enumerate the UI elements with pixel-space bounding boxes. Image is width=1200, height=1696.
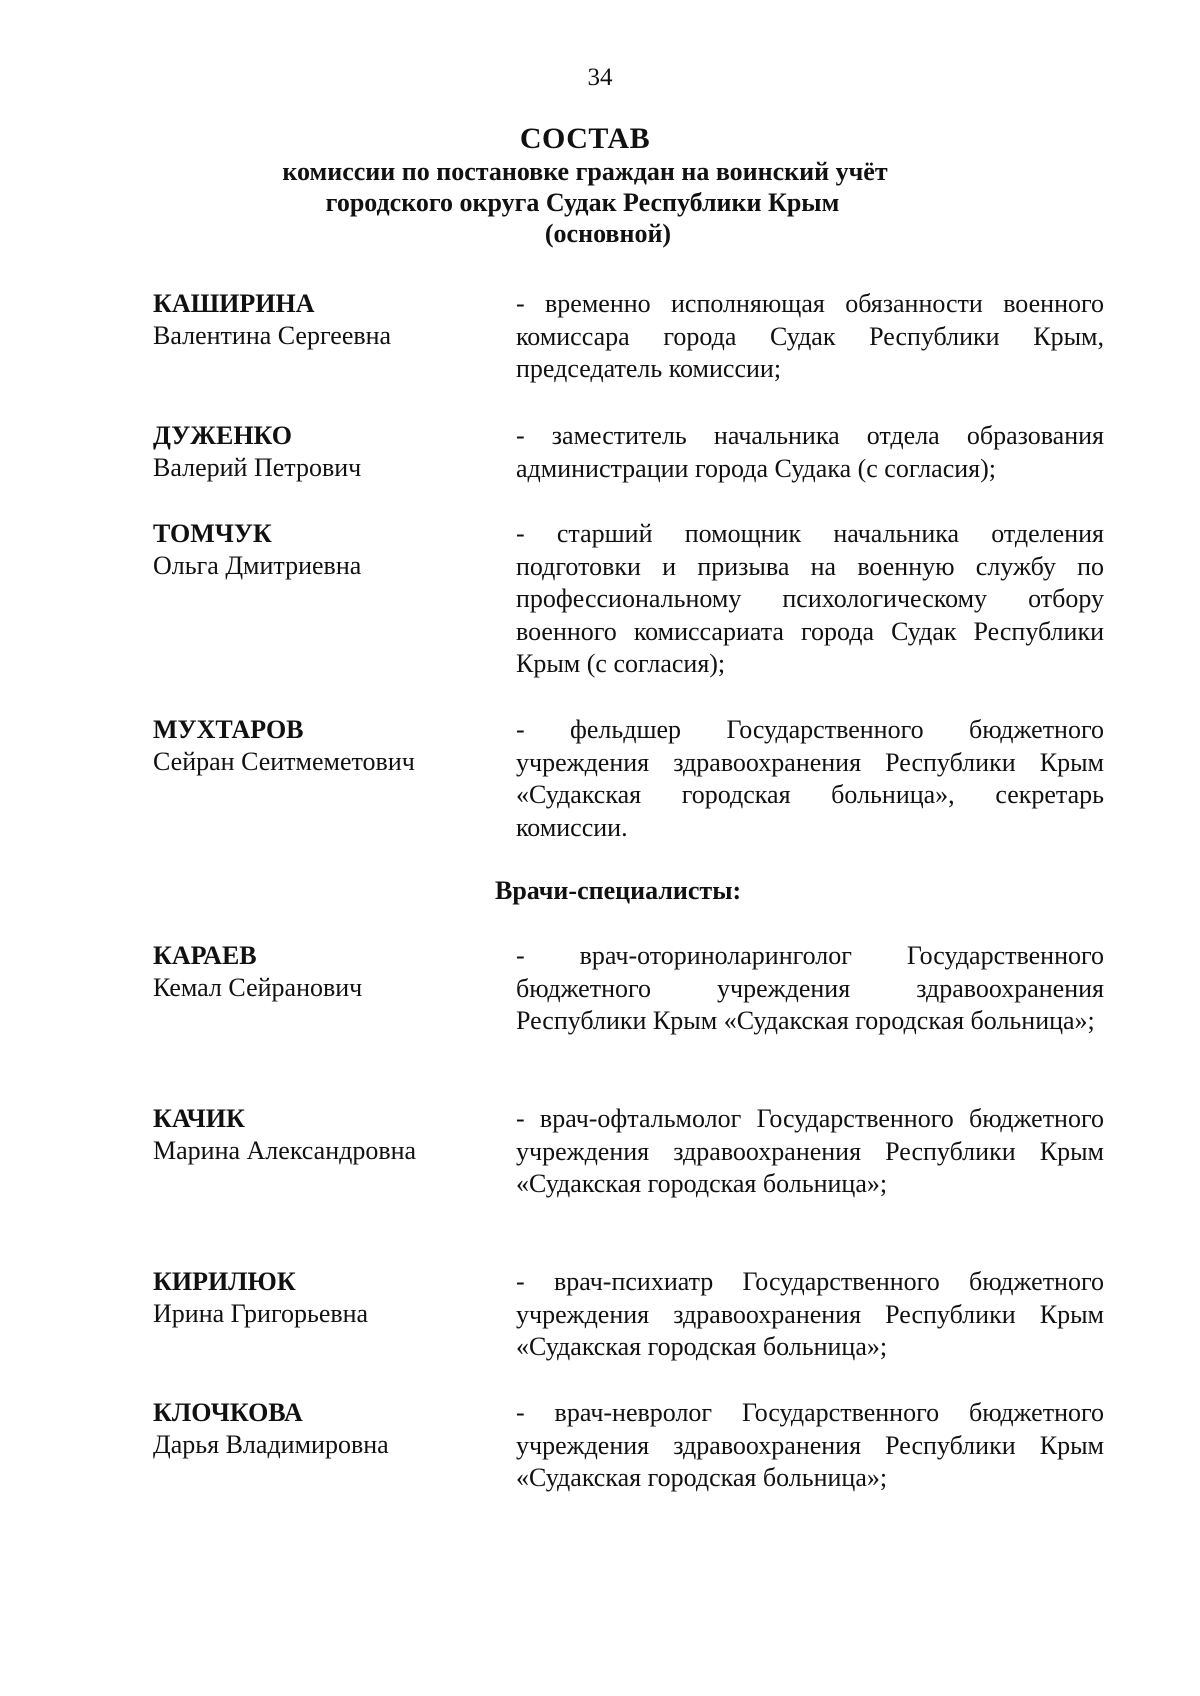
specialist-given-name: Ирина Григорьевна — [153, 1299, 369, 1328]
member-name — [153, 518, 483, 582]
specialist-surname: КАРАЕВ — [153, 941, 257, 970]
member-description: - фельдшер Государственного бюджетного учреждения здравоохранения Республики Крым «Судакская городская больница», секретарь комиссии. — [516, 715, 1104, 842]
member-given-name: Валентина Сергеевна — [153, 321, 392, 350]
member-given-name: Ольга Дмитриевна — [153, 551, 362, 580]
specialist-description: - врач-невролог Государственного бюджетного учреждения здравоохранения Республики Крым «Судакская городская больница»; — [516, 1398, 1104, 1492]
specialist-description: - врач-оториноларинголог Государственного бюджетного учреждения здравоохранения Республики Крым «Судакская городская больница»; — [516, 941, 1104, 1035]
member-name — [153, 714, 483, 778]
member-surname: ТОМЧУК — [153, 519, 272, 548]
member-description: - заместитель начальника отдела образования администрации города Судака (с согласия); — [516, 421, 1104, 483]
specialist-name — [153, 940, 483, 1004]
member-name — [153, 420, 483, 484]
member-description: - старший помощник начальника отделения подготовки и призыва на военную службу по профессиональному психологическому отбору военного комиссариата города Судак Республики Крым (с согласия); — [516, 519, 1104, 678]
specialist-name — [153, 1266, 483, 1330]
document-heading — [0, 122, 1200, 249]
member-given-name: Валерий Петрович — [153, 453, 362, 482]
member-surname: КАШИРИНА — [153, 289, 315, 318]
member-given-name: Сейран Сеитмеметович — [153, 747, 415, 776]
heading-line-2: городского округа Судак Республики Крым — [325, 188, 840, 217]
heading-line-1: комиссии по постановке граждан на воинский учёт — [282, 157, 888, 186]
page-number: 34 — [587, 64, 613, 91]
member-surname: ДУЖЕНКО — [153, 421, 292, 450]
specialist-name — [153, 1103, 483, 1167]
specialist-given-name: Марина Александровна — [153, 1136, 417, 1165]
heading-title: СОСТАВ — [519, 122, 651, 155]
specialist-description: - врач-офтальмолог Государственного бюджетного учреждения здравоохранения Республики Крым «Судакская городская больница»; — [516, 1104, 1104, 1198]
specialist-surname: КЛОЧКОВА — [153, 1398, 303, 1427]
specialist-surname: КИРИЛЮК — [153, 1267, 296, 1296]
specialist-given-name: Дарья Владимировна — [153, 1430, 389, 1459]
heading-line-3: (основной) — [544, 219, 672, 248]
member-surname: МУХТАРОВ — [153, 715, 304, 744]
member-description: - временно исполняющая обязанности военного комиссара города Судак Республики Крым, председатель комиссии; — [516, 289, 1104, 383]
member-name — [153, 288, 483, 352]
specialist-description: - врач-психиатр Государственного бюджетного учреждения здравоохранения Республики Крым «Судакская городская больница»; — [516, 1267, 1104, 1361]
specialist-name — [153, 1397, 483, 1461]
specialists-heading: Врачи-специалисты: — [495, 876, 742, 905]
specialist-surname: КАЧИК — [153, 1104, 245, 1133]
specialist-given-name: Кемал Сейранович — [153, 973, 363, 1002]
